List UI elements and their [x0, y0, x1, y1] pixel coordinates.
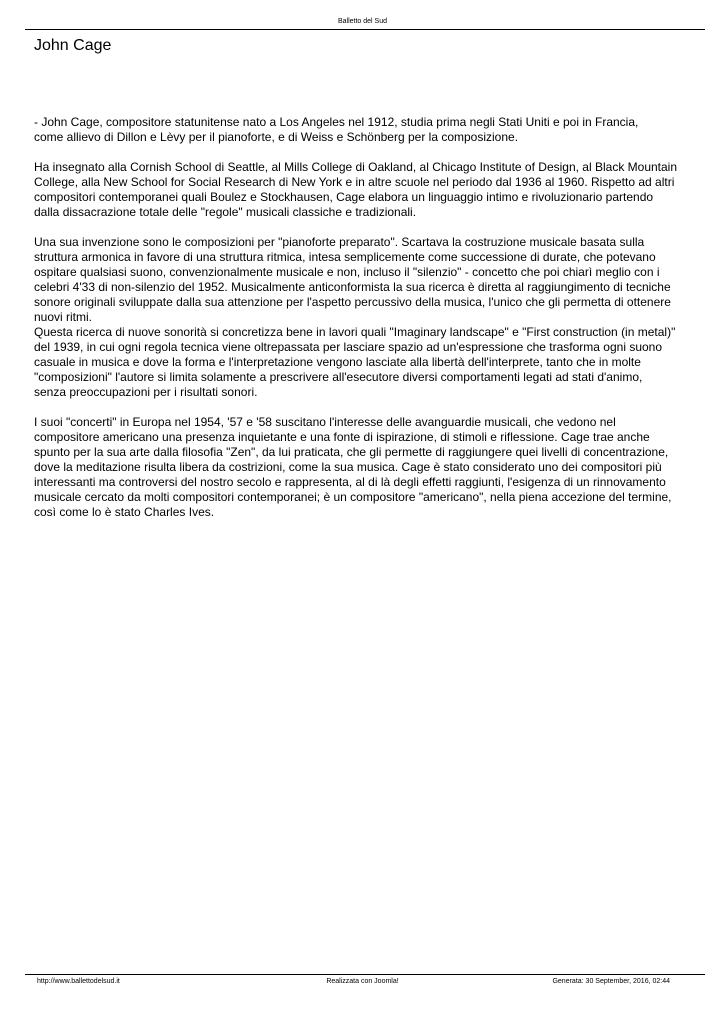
article-paragraph	[34, 115, 696, 145]
text-line: Ha insegnato alla Cornish School di Seattle, al Mills College di Oakland, al Chicago Institute of Design, al Black Mountain	[34, 160, 678, 174]
site-url-link[interactable]: http://www.ballettodelsud.it	[37, 978, 120, 985]
text-line: musicale cercato da molti compositori contemporanei; è un compositore "americano", nella piena accezione del termine,	[34, 490, 672, 504]
text-line: così come lo è stato Charles Ives.	[34, 505, 215, 519]
text-line: interessanti ma controversi del nostro secolo e rappresenta, al di là degli effetti raggiunti, l'esigenza di un rinnovamento	[34, 475, 666, 489]
text-line: nuovi ritmi.	[34, 310, 93, 324]
footer-credit: Realizzata con Joomla!	[326, 978, 399, 985]
text-line: struttura armonica in favore di una struttura ritmica, intesa semplicemente come successione di durate, che potevano	[34, 250, 656, 264]
text-line: Questa ricerca di nuove sonorità si concretizza bene in lavori quali "Imaginary landscape" e "First construction (in metal)"	[34, 325, 676, 339]
page-footer	[0, 977, 725, 987]
text-line: ospitare qualsiasi suono, convenzionalmente musicale e non, incluso il "silenzio" - concetto che poi chiarì meglio con i	[34, 265, 660, 279]
text-line: dove la meditazione risulta libera da costrizioni, come la sua musica. Cage è stato considerato uno dei compositori più	[34, 460, 662, 474]
text-line: - John Cage, compositore statunitense nato a Los Angeles nel 1912, studia prima negli Stati Uniti e poi in Francia,	[34, 115, 639, 129]
text-line: come allievo di Dillon e Lèvy per il pianoforte, e di Weiss e Schönberg per la composizione.	[34, 130, 519, 144]
site-name-header: Balletto del Sud	[337, 18, 388, 25]
footer-divider	[25, 974, 705, 975]
generated-timestamp: Generata: 30 September, 2016, 02:44	[552, 978, 670, 985]
article-body	[34, 115, 696, 535]
text-line: Una sua invenzione sono le composizioni per "pianoforte preparato". Scartava la costruzione musicale basata sulla	[34, 235, 645, 249]
text-line: spunto per la sua arte dalla filosofia "Zen", da lui praticata, che gli permette di raggiungere quei livelli di concentrazione,	[34, 445, 669, 459]
text-line: "composizioni" l'autore si limita solamente a prescrivere all'esecutore diversi comportamenti legati ad stati d'animo,	[34, 370, 643, 384]
article-paragraph	[34, 235, 696, 400]
text-line: celebri 4'33 di non-silenzio del 1952. Musicalmente anticonformista la sua ricerca è diretta al raggiungimento di tecniche	[34, 280, 671, 294]
text-line: College, alla New School for Social Research di New York e in altre scuole nel periodo dal 1936 al 1960. Rispetto ad altri	[34, 175, 675, 189]
article-paragraph	[34, 415, 696, 520]
text-line: compositore americano una presenza inquietante e una fonte di ispirazione, di stimoli e riflessione. Cage trae anche	[34, 430, 650, 444]
article-paragraph	[34, 160, 696, 220]
header-divider	[25, 29, 705, 30]
article-title: John Cage	[34, 37, 112, 54]
text-line: del 1939, in cui ogni regola tecnica viene oltrepassata per lasciare spazio ad un'espressione che trasforma ogni suono	[34, 340, 663, 354]
text-line: dalla dissacrazione totale delle "regole" musicali classiche e tradizionali.	[34, 205, 417, 219]
text-line: senza preoccupazioni per i risultati sonori.	[34, 385, 258, 399]
text-line: compositori contemporanei quali Boulez e Stockhausen, Cage elabora un linguaggio intimo e rivoluzionario partendo	[34, 190, 654, 204]
text-line: casuale in musica e dove la forma e l'interpretazione vengono lasciate alla libertà dell'interprete, tanto che in molte	[34, 355, 641, 369]
text-line: I suoi "concerti" in Europa nel 1954, '57 e '58 suscitano l'interesse delle avanguardie musicali, che vedono nel	[34, 415, 616, 429]
text-line: sonore originali sviluppate dalla sua attenzione per l'aspetto percussivo della musica, l'unico che gli permetta di ottenere	[34, 295, 671, 309]
